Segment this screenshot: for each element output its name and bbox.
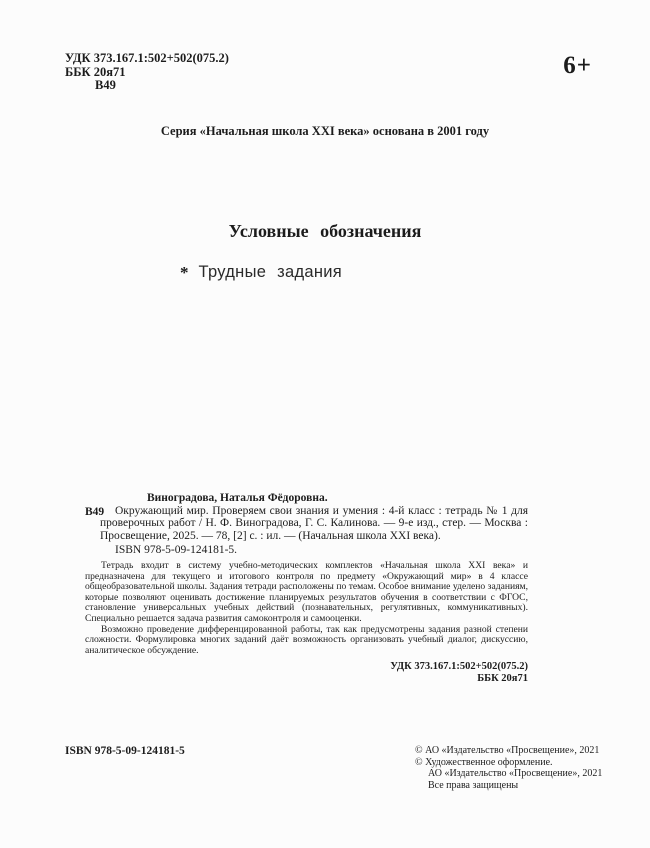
classification-block bbox=[65, 52, 229, 93]
bbk-right-line: ББК 20я71 bbox=[477, 672, 528, 684]
biblio-description: Окружающий мир. Проверяем свои знания и умения : 4-й класс : тетрадь № 1 для проверочных работ / Н. Ф. Виноградова, Г. С. Калинова. — 9-е изд., стер. — Москва : Просвещение, 2025. — 78, [2] с. : ил. — (Начальная школа XXI века). bbox=[100, 504, 528, 542]
copyright-line-2: © Художественное оформление. bbox=[415, 756, 553, 768]
age-rating-badge: 6+ bbox=[563, 52, 592, 79]
annotation-paragraph-1: Тетрадь входит в систему учебно-методических комплектов «Начальная школа XXI века» и предназначена для текущего и итогового контроля по предмету «Окружающий мир» в 4 классе общеобразовательной школы. Задания тетради расположены по темам. Особое внимание уделено заданиям, которые позволяют оценивать достижение планируемых результатов обучения в соответствии с ФГОС, становление универсальных учебных действий (познавательных, регулятивных, коммуникативных). Специально решается задача развития самоконтроля и самооценки. bbox=[85, 559, 528, 624]
footer-isbn: ISBN 978-5-09-124181-5 bbox=[65, 745, 185, 757]
biblio-code: В49 bbox=[85, 506, 105, 518]
author-sign-code: В49 bbox=[95, 78, 116, 92]
series-line: Серия «Начальная школа XXI века» основана в 2001 году bbox=[160, 124, 490, 138]
copyright-line-3: АО «Издательство «Просвещение», 2021 bbox=[428, 768, 603, 779]
asterisk-icon: * bbox=[180, 263, 189, 282]
biblio-author: Виноградова, Наталья Фёдоровна. bbox=[147, 492, 328, 504]
legend-item-label: Трудные задания bbox=[198, 263, 343, 281]
udk-right-line: УДК 373.167.1:502+502(075.2) bbox=[390, 661, 528, 673]
copyright-line-4: Все права защищены bbox=[428, 779, 519, 791]
biblio-isbn: ISBN 978-5-09-124181-5. bbox=[115, 544, 238, 557]
copyright-line-1: © АО «Издательство «Просвещение», 2021 bbox=[415, 745, 600, 756]
annotation-paragraph-2: Возможно проведение дифференцированной работы, так как предусмотрены задания разной степени сложности. Формулировка многих заданий даёт возможность организовать учебный диалог, дискуссию, аналитическое обсуждение. bbox=[85, 623, 528, 656]
legend-item bbox=[180, 263, 342, 283]
bbk-line: ББК 20я71 bbox=[65, 64, 126, 79]
legend-title: Условные обозначения bbox=[228, 221, 422, 241]
udk-line: УДК 373.167.1:502+502(075.2) bbox=[65, 51, 229, 65]
udk-bbk-right-block bbox=[85, 661, 528, 684]
copyright-block bbox=[415, 745, 602, 791]
bibliographic-record bbox=[85, 492, 528, 684]
